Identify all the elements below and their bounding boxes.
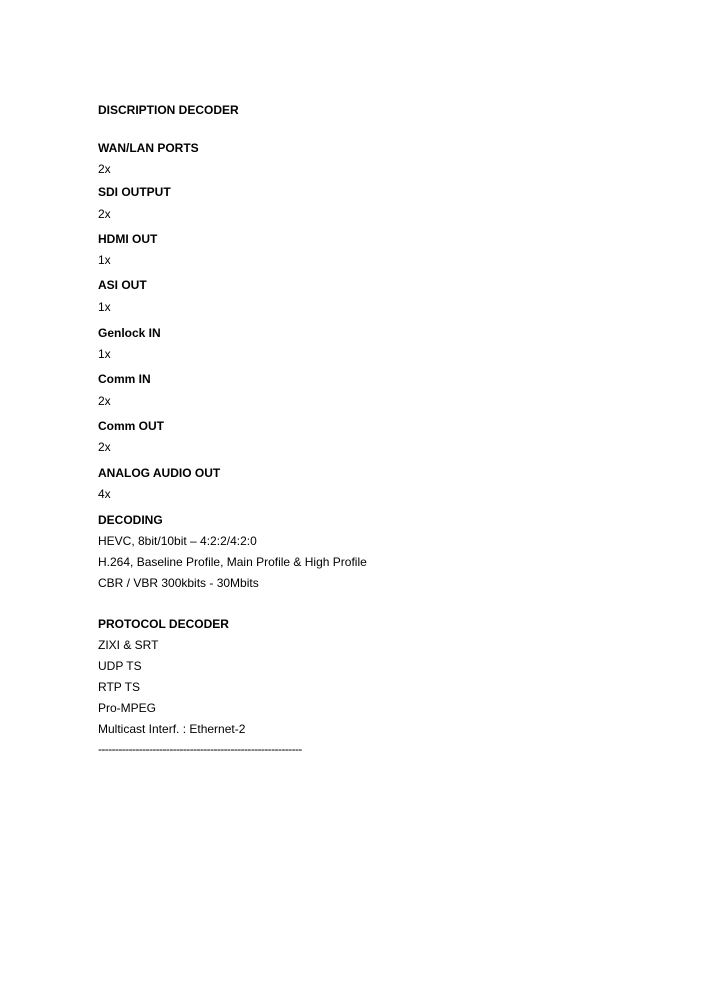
section-value-asi-out: 1x xyxy=(98,300,111,314)
section-value-hdmi-out: 1x xyxy=(98,253,111,267)
section-value-wan-lan-ports: 2x xyxy=(98,162,111,176)
section-value-comm-in: 2x xyxy=(98,394,111,408)
protocol-item-pro-mpeg: Pro-MPEG xyxy=(98,701,157,715)
section-value-decoding-bitrate: CBR / VBR 300kbits - 30Mbits xyxy=(98,576,259,590)
protocol-item-rtp-ts: RTP TS xyxy=(98,680,141,694)
protocol-item-zixi-srt: ZIXI & SRT xyxy=(98,638,159,652)
section-heading-analog-audio-out: ANALOG AUDIO OUT xyxy=(98,466,221,480)
section-heading-sdi-output: SDI OUTPUT xyxy=(98,185,171,199)
protocol-item-udp-ts: UDP TS xyxy=(98,659,142,673)
section-heading-protocol-decoder: PROTOCOL DECODER xyxy=(98,617,229,631)
section-heading-wan-lan-ports: WAN/LAN PORTS xyxy=(98,141,199,155)
section-value-comm-out: 2x xyxy=(98,440,111,454)
section-value-sdi-output: 2x xyxy=(98,207,111,221)
section-value-genlock-in: 1x xyxy=(98,347,111,361)
section-value-decoding-h264: H.264, Baseline Profile, Main Profile & High Profile xyxy=(98,555,367,569)
dashed-divider: ------------------------------------------------------------ xyxy=(98,742,302,756)
section-heading-genlock-in: Genlock IN xyxy=(98,326,161,340)
section-heading-comm-out: Comm OUT xyxy=(98,419,164,433)
section-heading-asi-out: ASI OUT xyxy=(98,278,147,292)
protocol-item-multicast: Multicast Interf. : Ethernet-2 xyxy=(98,722,246,736)
section-value-analog-audio-out: 4x xyxy=(98,487,111,501)
section-heading-hdmi-out: HDMI OUT xyxy=(98,232,158,246)
document-title: DISCRIPTION DECODER xyxy=(98,103,239,117)
section-heading-decoding: DECODING xyxy=(98,513,163,527)
section-value-decoding-hevc: HEVC, 8bit/10bit – 4:2:2/4:2:0 xyxy=(98,534,257,548)
section-heading-comm-in: Comm IN xyxy=(98,372,151,386)
